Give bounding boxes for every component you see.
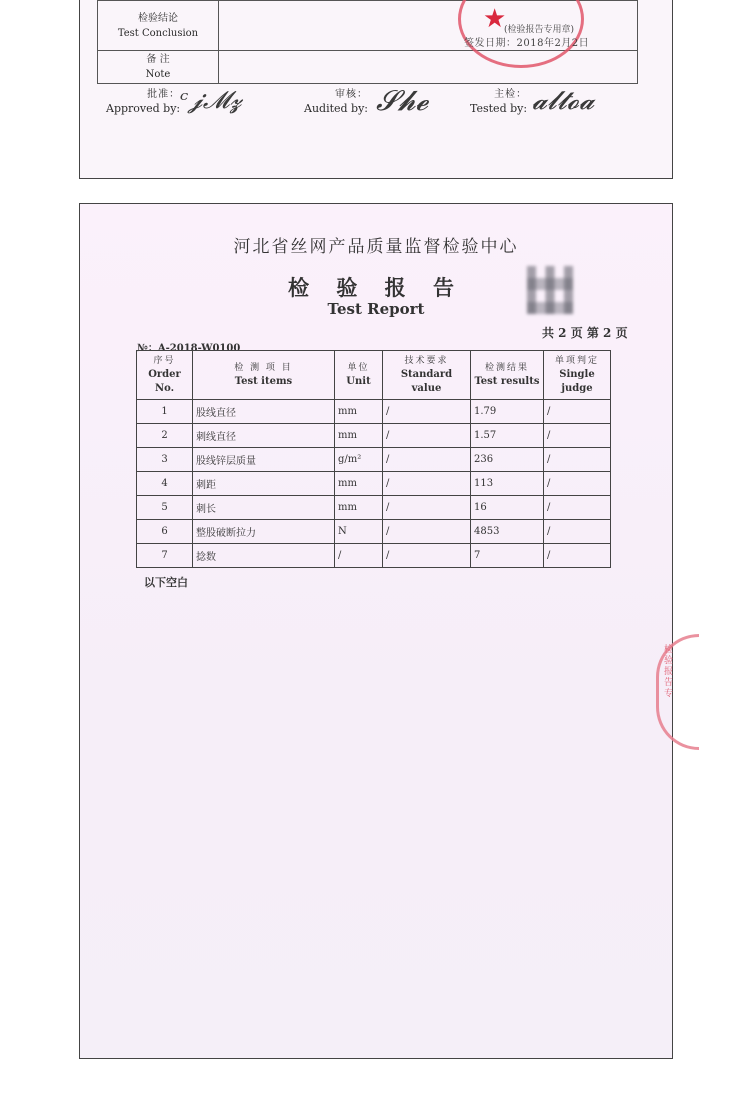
cell-unit: mm <box>335 424 383 448</box>
cell-test-item: 刺长 <box>193 496 335 520</box>
cell-judge: / <box>544 400 611 424</box>
cell-standard: / <box>383 424 471 448</box>
cell-order-no: 1 <box>137 400 193 424</box>
report-page-2 <box>79 203 673 1059</box>
cell-result: 1.57 <box>471 424 544 448</box>
header-single-judge-en: Single judge <box>559 369 595 394</box>
cell-judge: / <box>544 496 611 520</box>
cell-test-item: 刺距 <box>193 472 335 496</box>
cell-result: 4853 <box>471 520 544 544</box>
cell-order-no: 7 <box>137 544 193 568</box>
header-test-results-en: Test results <box>474 376 540 387</box>
report-page-1-tail <box>79 0 673 179</box>
table-row <box>137 520 611 544</box>
cell-standard: / <box>383 448 471 472</box>
cell-standard: / <box>383 400 471 424</box>
cell-judge: / <box>544 424 611 448</box>
cell-order-no: 4 <box>137 472 193 496</box>
cell-test-item: 股线直径 <box>193 400 335 424</box>
end-of-report-note: 以下空白 <box>144 576 188 589</box>
cell-unit: / <box>335 544 383 568</box>
cell-test-item: 刺线直径 <box>193 424 335 448</box>
header-test-results <box>471 351 544 400</box>
approved-en: Approved by: <box>106 102 181 115</box>
note-label <box>98 51 219 84</box>
approved-by-label <box>106 88 180 116</box>
header-unit-zh: 单位 <box>347 363 370 373</box>
conclusion-label-zh: 检验结论 <box>138 12 178 24</box>
table-header-row <box>137 351 611 400</box>
cell-order-no: 5 <box>137 496 193 520</box>
cell-test-item: 整股破断拉力 <box>193 520 335 544</box>
cell-result: 236 <box>471 448 544 472</box>
note-cell <box>219 51 638 84</box>
cell-unit: g/m² <box>335 448 383 472</box>
qr-code-icon <box>527 266 573 314</box>
header-test-items-en: Test items <box>234 376 293 387</box>
header-single-judge <box>544 351 611 400</box>
conclusion-label <box>98 1 219 51</box>
audited-by-label <box>304 88 368 116</box>
approved-zh: 批准： <box>147 89 181 100</box>
cell-unit: mm <box>335 400 383 424</box>
seal-text: (检验报告专用章) <box>504 25 575 35</box>
cell-order-no: 3 <box>137 448 193 472</box>
report-title-zh: 检 验 报 告 <box>288 275 464 300</box>
note-label-en: Note <box>145 69 171 80</box>
cell-result: 7 <box>471 544 544 568</box>
report-title-en: Test Report <box>327 300 425 318</box>
tested-zh: 主检： <box>494 89 528 100</box>
approver-signature: ᶜ𝓳𝓜𝔃 <box>180 86 242 114</box>
cell-result: 16 <box>471 496 544 520</box>
cell-judge: / <box>544 520 611 544</box>
header-unit <box>335 351 383 400</box>
cell-unit: mm <box>335 472 383 496</box>
center-name: 河北省丝网产品质量监督检验中心 <box>233 237 519 257</box>
header-single-judge-zh: 单项判定 <box>554 356 599 366</box>
tested-by-label <box>470 88 527 116</box>
cell-judge: / <box>544 544 611 568</box>
header-order-no <box>137 351 193 400</box>
header-standard-value-zh: 技术要求 <box>404 356 449 366</box>
table-row <box>137 424 611 448</box>
cell-unit: mm <box>335 496 383 520</box>
note-label-zh: 备 注 <box>146 54 170 65</box>
cell-order-no: 6 <box>137 520 193 544</box>
cell-judge: / <box>544 472 611 496</box>
cell-test-item: 捻数 <box>193 544 335 568</box>
header-test-results-zh: 检测结果 <box>484 363 529 373</box>
header-test-items-zh: 检 测 项 目 <box>234 363 293 373</box>
tester-signature: 𝓪𝓵𝓽𝓸𝓪 <box>532 86 595 116</box>
header-standard-value-en: Standard value <box>400 369 453 394</box>
table-row <box>137 448 611 472</box>
header-order-no-zh: 序号 <box>153 356 176 366</box>
table-row <box>137 472 611 496</box>
report-number: №：A-2018-W0100 <box>137 343 241 354</box>
auditor-signature: 𝓢𝓱𝓮 <box>376 84 429 117</box>
sign-date: 签发日期：2018年2月2日 <box>464 38 590 49</box>
cell-judge: / <box>544 448 611 472</box>
cell-result: 1.79 <box>471 400 544 424</box>
header-standard-value <box>383 351 471 400</box>
test-results-table <box>136 350 611 568</box>
header-unit-en: Unit <box>346 376 371 387</box>
cell-standard: / <box>383 496 471 520</box>
audited-zh: 审核： <box>335 89 369 100</box>
cell-unit: N <box>335 520 383 544</box>
audited-en: Audited by: <box>304 102 369 115</box>
tested-en: Tested by: <box>470 102 528 115</box>
page-count: 共 2 页 第 2 页 <box>542 326 628 340</box>
star-icon: ★ <box>483 4 507 34</box>
cell-result: 113 <box>471 472 544 496</box>
side-stamp-text: 检验报告专 <box>662 644 672 699</box>
table-row <box>137 400 611 424</box>
header-order-no-en: Order No. <box>148 369 181 394</box>
cell-standard: / <box>383 472 471 496</box>
cell-standard: / <box>383 520 471 544</box>
cell-order-no: 2 <box>137 424 193 448</box>
cell-test-item: 股线锌层质量 <box>193 448 335 472</box>
header-test-items <box>193 351 335 400</box>
cell-standard: / <box>383 544 471 568</box>
table-row <box>137 496 611 520</box>
table-row <box>137 544 611 568</box>
conclusion-label-en: Test Conclusion <box>117 27 199 39</box>
